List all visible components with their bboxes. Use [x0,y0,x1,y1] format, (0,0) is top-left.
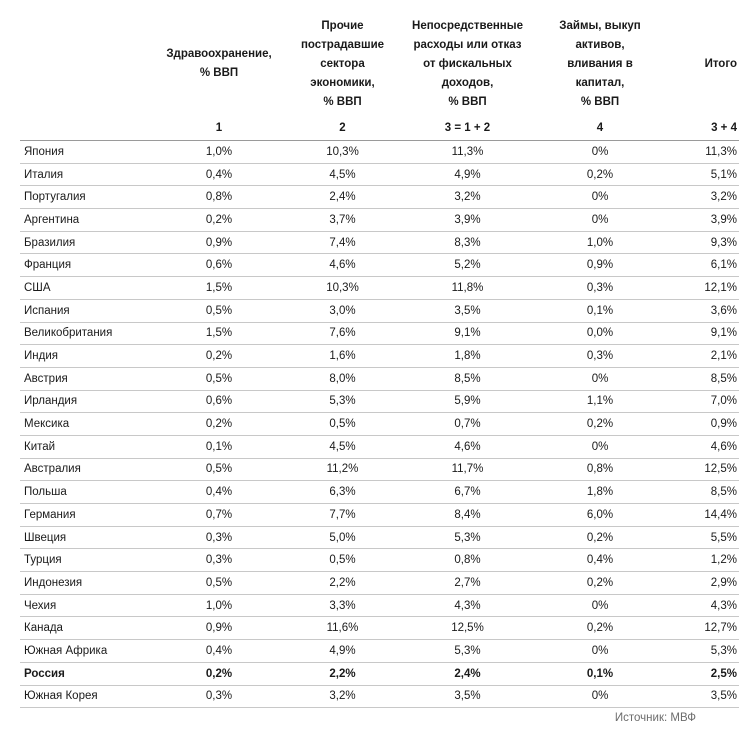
table-row [20,685,739,708]
other-sectors-cell: 4,9% [329,644,356,657]
other-sectors-cell: 10,3% [326,281,359,294]
table-row [20,594,739,617]
table-row [20,549,739,572]
header-country [20,14,148,114]
other-sectors-cell: 0,5% [329,554,356,567]
country-cell: Канада [24,622,63,635]
total-cell: 12,1% [704,281,737,294]
loans-cell: 0,9% [586,259,614,272]
health-cell: 0,3% [205,531,233,544]
country-cell: Италия [24,168,64,181]
direct-spending-cell: 9,1% [454,327,481,340]
table-row [20,572,739,595]
table-row [20,617,739,640]
header-num-loans: 4 [596,122,604,134]
health-cell: 1,5% [205,281,233,294]
country-cell: Испания [24,304,70,317]
country-cell: Польша [24,486,67,499]
table-row [20,504,739,527]
country-cell: Япония [24,145,64,158]
loans-cell: 0,8% [586,463,614,476]
direct-spending-cell: 2,4% [454,667,481,680]
loans-cell: 0,4% [586,554,614,567]
health-cell: 0,5% [205,576,233,589]
country-cell: Франция [24,259,72,272]
total-cell: 3,9% [710,213,737,226]
direct-spending-cell: 3,9% [454,213,481,226]
health-cell: 0,2% [205,667,233,680]
total-cell: 4,3% [710,599,737,612]
loans-cell: 1,0% [586,236,614,249]
direct-spending-cell: 8,3% [454,236,481,249]
country-cell: Австрия [24,372,68,385]
table-row [20,662,739,685]
other-sectors-cell: 2,2% [329,576,356,589]
table-row [20,186,739,209]
direct-spending-cell: 4,3% [454,599,481,612]
country-cell: Германия [24,508,76,521]
direct-spending-cell: 0,7% [454,418,481,431]
other-sectors-cell: 6,3% [329,486,356,499]
loans-cell: 0,3% [586,350,614,363]
total-cell: 3,2% [710,191,737,204]
health-cell: 0,2% [205,213,233,226]
other-sectors-cell: 2,2% [329,667,356,680]
country-cell: Ирландия [24,395,78,408]
country-cell: Индия [24,350,58,363]
health-cell: 0,5% [205,463,233,476]
table-row [20,640,739,663]
loans-cell: 0,2% [586,622,614,635]
header-loans: Займы, выкуп активов, вливания в капитал, % ВВП [559,19,641,108]
direct-spending-cell: 1,8% [454,350,481,363]
table-row [20,458,739,481]
country-cell: Турция [24,554,62,567]
total-cell: 8,5% [710,372,737,385]
table-row [20,299,739,322]
table-row [20,231,739,254]
direct-spending-cell: 11,7% [451,463,484,476]
country-cell: Португалия [24,191,86,204]
health-cell: 0,1% [205,440,233,453]
country-cell: Великобритания [24,327,113,340]
table-row [20,277,739,300]
loans-cell: 0% [591,191,609,204]
other-sectors-cell: 0,5% [329,418,356,431]
health-cell: 0,8% [205,191,233,204]
loans-cell: 0% [591,599,609,612]
direct-spending-cell: 4,6% [454,440,481,453]
direct-spending-cell: 5,3% [454,644,481,657]
direct-spending-cell: 4,9% [454,168,481,181]
header-num-total: 3 + 4 [711,122,737,134]
other-sectors-cell: 3,7% [329,213,356,226]
total-cell: 5,5% [710,531,737,544]
loans-cell: 0,1% [586,304,614,317]
total-cell: 7,0% [710,395,737,408]
other-sectors-cell: 11,2% [326,463,359,476]
health-cell: 1,0% [205,599,233,612]
country-cell: Россия [24,667,65,680]
direct-spending-cell: 11,3% [451,145,484,158]
other-sectors-cell: 4,6% [329,259,356,272]
header-health: Здравоохранение, % ВВП [166,48,272,79]
country-cell: Австралия [24,463,81,476]
health-cell: 0,3% [205,690,233,703]
health-cell: 1,0% [205,145,233,158]
other-sectors-cell: 1,6% [329,350,356,363]
health-cell: 0,4% [205,486,233,499]
direct-spending-cell: 2,7% [454,576,481,589]
direct-spending-cell: 11,8% [451,281,484,294]
health-cell: 0,9% [205,622,233,635]
other-sectors-cell: 11,6% [326,622,359,635]
total-cell: 9,1% [710,327,737,340]
loans-cell: 1,8% [586,486,614,499]
health-cell: 0,7% [205,508,233,521]
health-cell: 0,6% [205,259,233,272]
country-cell: Южная Африка [24,644,108,657]
country-cell: Чехия [24,599,57,612]
direct-spending-cell: 8,4% [454,508,481,521]
direct-spending-cell: 5,3% [454,531,481,544]
other-sectors-cell: 4,5% [329,168,356,181]
other-sectors-cell: 5,3% [329,395,356,408]
total-cell: 0,9% [710,418,737,431]
header-direct-spending: Непосредственные расходы или отказ от фискальных доходов, % ВВП [412,19,523,108]
direct-spending-cell: 0,8% [454,554,481,567]
table-row [20,413,739,436]
other-sectors-cell: 4,5% [329,440,356,453]
other-sectors-cell: 8,0% [329,372,356,385]
total-cell: 12,7% [704,622,737,635]
header-numbers-row [20,114,739,141]
header-num-health: 1 [215,122,223,134]
total-cell: 4,6% [710,440,737,453]
other-sectors-cell: 3,2% [329,690,356,703]
direct-spending-cell: 3,5% [454,304,481,317]
other-sectors-cell: 3,0% [329,304,356,317]
other-sectors-cell: 7,6% [329,327,356,340]
direct-spending-cell: 5,2% [454,259,481,272]
total-cell: 3,6% [710,304,737,317]
loans-cell: 6,0% [586,508,614,521]
direct-spending-cell: 6,7% [454,486,481,499]
total-cell: 14,4% [704,508,737,521]
total-cell: 5,3% [710,644,737,657]
header-num-other-sectors: 2 [339,122,346,134]
country-cell: Мексика [24,418,70,431]
loans-cell: 0% [591,440,609,453]
country-cell: Аргентина [24,213,80,226]
health-cell: 0,9% [205,236,233,249]
health-cell: 0,4% [205,644,233,657]
direct-spending-cell: 8,5% [454,372,481,385]
total-cell: 11,3% [705,145,737,158]
country-cell: Южная Корея [24,690,98,703]
country-cell: США [24,281,51,294]
total-cell: 9,3% [710,236,737,249]
country-cell: Бразилия [24,236,76,249]
total-cell: 3,5% [710,690,737,703]
header-other-sectors: Прочие пострадавшие сектора экономики, % ВВП [300,19,385,108]
total-cell: 2,1% [710,350,737,363]
loans-cell: 0,1% [586,667,614,680]
table-row [20,254,739,277]
health-cell: 0,2% [205,418,233,431]
health-cell: 0,3% [205,554,233,567]
table-row [20,322,739,345]
loans-cell: 0% [591,690,609,703]
header-num-direct-spending: 3 = 1 + 2 [444,122,491,134]
other-sectors-cell: 10,3% [326,145,359,158]
total-cell: 5,1% [710,168,737,181]
total-cell: 8,5% [710,486,737,499]
source-note: Источник: МВФ [614,712,696,724]
direct-spending-cell: 3,5% [454,690,481,703]
loans-cell: 0,0% [586,327,614,340]
direct-spending-cell: 3,2% [454,191,481,204]
table-row [20,435,739,458]
total-cell: 1,2% [710,554,737,567]
country-cell: Швеция [24,531,67,544]
table-row [20,209,739,232]
loans-cell: 0,2% [586,418,614,431]
table-row [20,481,739,504]
health-cell: 0,4% [205,168,233,181]
loans-cell: 0% [591,145,609,158]
table-row [20,526,739,549]
total-cell: 2,5% [710,667,737,680]
loans-cell: 0,2% [586,168,614,181]
table-row [20,163,739,186]
total-cell: 2,9% [710,576,737,589]
header-labels-row [20,14,739,114]
total-cell: 12,5% [704,463,737,476]
loans-cell: 0,2% [586,531,614,544]
loans-cell: 0% [591,644,609,657]
fiscal-support-table [20,14,739,708]
other-sectors-cell: 7,4% [329,236,356,249]
total-cell: 6,1% [710,259,737,272]
table-body [20,141,739,708]
table-row [20,345,739,368]
health-cell: 0,2% [205,350,233,363]
header-num-country [20,114,148,141]
health-cell: 1,5% [205,327,233,340]
loans-cell: 0% [591,213,609,226]
header-total: Итого [704,57,737,70]
table-row [20,367,739,390]
table-row [20,141,739,164]
country-cell: Индонезия [24,576,83,589]
health-cell: 0,5% [205,372,233,385]
other-sectors-cell: 5,0% [329,531,356,544]
health-cell: 0,5% [205,304,233,317]
direct-spending-cell: 12,5% [451,622,484,635]
country-cell: Китай [24,440,56,453]
loans-cell: 1,1% [586,395,614,408]
loans-cell: 0,3% [586,281,614,294]
health-cell: 0,6% [205,395,233,408]
loans-cell: 0,2% [586,576,614,589]
other-sectors-cell: 7,7% [329,508,356,521]
table-row [20,390,739,413]
loans-cell: 0% [591,372,609,385]
other-sectors-cell: 3,3% [329,599,356,612]
direct-spending-cell: 5,9% [454,395,481,408]
other-sectors-cell: 2,4% [329,191,356,204]
